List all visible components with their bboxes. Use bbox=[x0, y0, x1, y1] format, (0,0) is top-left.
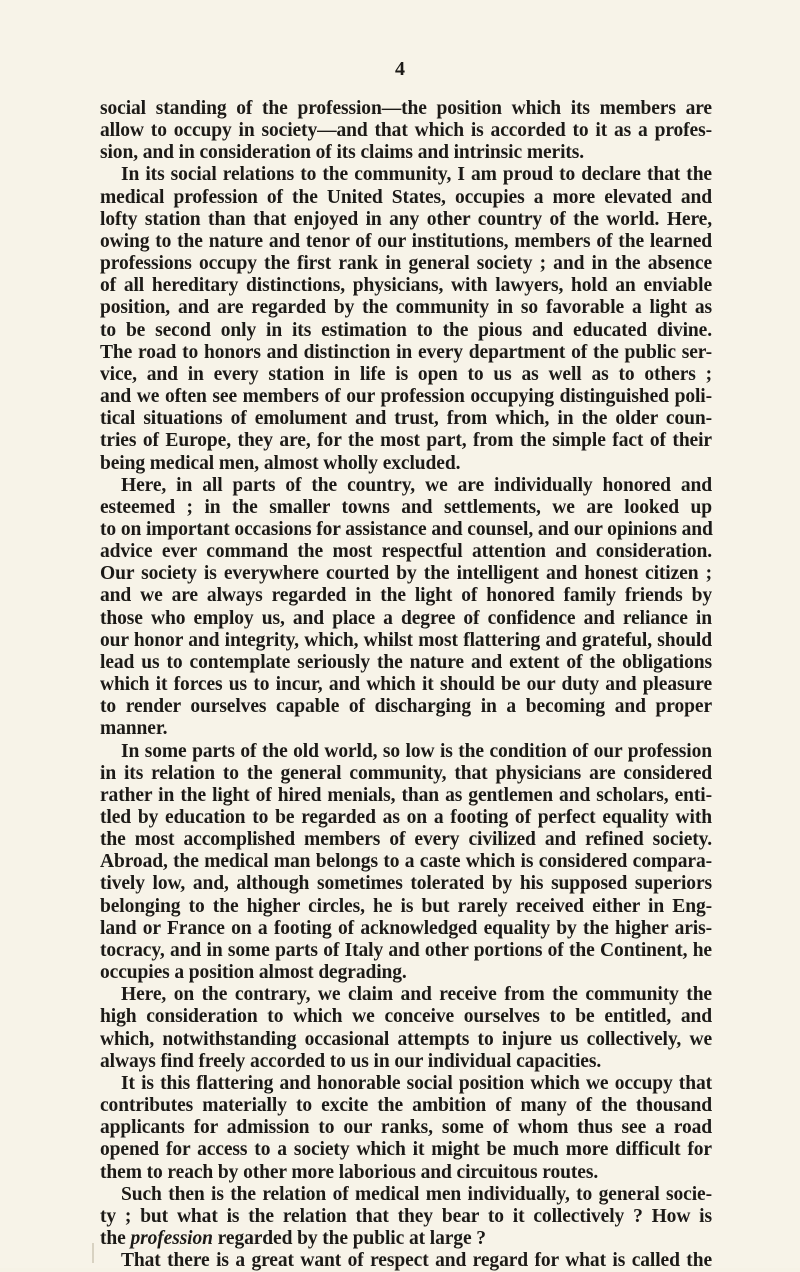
text-line: In its social relations to the community, I am proud to declare that the bbox=[121, 164, 712, 186]
text-line: those who employ us, and place a degree of confidence and reliance in bbox=[100, 607, 712, 629]
body-text bbox=[100, 98, 712, 1272]
text-line: vice, and in every station in life is open to us as well as to others ; bbox=[100, 363, 712, 385]
text-line: tively low, and, although sometimes tolerated by his supposed superiors bbox=[100, 873, 712, 895]
text-line: which it forces us to incur, and which it should be our duty and pleasure bbox=[100, 674, 712, 696]
text-line: applicants for admission to our ranks, some of whom thus see a road bbox=[100, 1117, 712, 1139]
text-line: occupies a position almost degrading. bbox=[100, 962, 407, 984]
text-line: which, notwithstanding occasional attempts to injure us collectively, we bbox=[100, 1028, 712, 1050]
text-line: tled by education to be regarded as on a footing of perfect equality with bbox=[100, 807, 712, 828]
text-line: lead us to contemplate seriously the nature and extent of the obligations bbox=[100, 651, 712, 673]
text-line: tocracy, and in some parts of Italy and other portions of the Continent, he bbox=[100, 939, 712, 961]
text-line: high consideration to which we conceive ourselves to be entitled, and bbox=[100, 1006, 712, 1028]
text-line: belonging to the higher circles, he is but rarely received either in Eng- bbox=[100, 895, 712, 917]
text-line: esteemed ; in the smaller towns and settlements, we are looked up bbox=[100, 496, 712, 518]
text-line: to on important occasions for assistance and counsel, and our opinions and bbox=[100, 518, 713, 540]
text-line: Here, on the contrary, we claim and receive from the community the bbox=[121, 984, 712, 1006]
text-line: opened for access to a society which it might be much more difficult for bbox=[100, 1139, 712, 1161]
text-line: being medical men, almost wholly excluded. bbox=[100, 452, 461, 474]
text-line: Our society is everywhere courted by the intelligent and honest citizen ; bbox=[100, 563, 712, 585]
text-line: tries of Europe, they are, for the most part, from the simple fact of their bbox=[100, 430, 712, 452]
text-line: to be second only in its estimation to the pious and educated divine. bbox=[100, 319, 712, 341]
text-line: of all hereditary distinctions, physicians, with lawyers, hold an enviable bbox=[100, 275, 712, 297]
margin-mark bbox=[92, 1243, 94, 1263]
text-line: the most accomplished members of every civilized and refined society. bbox=[100, 829, 712, 851]
text-line: ty ; but what is the relation that they bear to it collectively ? How is bbox=[100, 1205, 712, 1227]
text-line: manner. bbox=[100, 718, 168, 740]
text-line: rather in the light of hired menials, than as gentlemen and scholars, enti- bbox=[100, 784, 712, 806]
text-line: Such then is the relation of medical men individually, to general socie- bbox=[121, 1183, 712, 1205]
text-line: in its relation to the general community, that physicians are considered bbox=[100, 762, 712, 784]
text-line: lofty station than that enjoyed in any other country of the world. Here, bbox=[100, 208, 712, 230]
text-line: position, and are regarded by the community in so favorable a light as bbox=[100, 297, 712, 319]
text-line: the profession regarded by the public at large ? bbox=[100, 1227, 486, 1249]
text-line: It is this flattering and honorable social position which we occupy that bbox=[121, 1072, 712, 1094]
text-line: The road to honors and distinction in every department of the public ser- bbox=[100, 341, 712, 363]
text-line: our honor and integrity, which, whilst most flattering and grateful, should bbox=[100, 629, 712, 651]
text-line: and we often see members of our profession occupying distinguished poli- bbox=[100, 386, 712, 408]
page-number: 4 bbox=[395, 58, 405, 80]
text-line: That there is a great want of respect and regard for what is called the bbox=[121, 1250, 712, 1272]
text-line: owing to the nature and tenor of our institutions, members of the learned bbox=[100, 230, 712, 252]
text-line: them to reach by other more laborious and circuitous routes. bbox=[100, 1161, 599, 1183]
text-line: social standing of the profession—the position which its members are bbox=[100, 98, 712, 119]
text-line: sion, and in consideration of its claims and intrinsic merits. bbox=[100, 142, 585, 164]
text-line: allow to occupy in society—and that which is accorded to it as a profes- bbox=[100, 120, 712, 142]
text-line: Abroad, the medical man belongs to a caste which is considered compara- bbox=[100, 851, 712, 873]
text-line: land or France on a footing of acknowledged equality by the higher aris- bbox=[100, 917, 712, 939]
text-line: medical profession of the United States, occupies a more elevated and bbox=[100, 186, 712, 208]
text-line: to render ourselves capable of discharging in a becoming and proper bbox=[100, 696, 712, 718]
text-line: In some parts of the old world, so low is the condition of our profession bbox=[121, 740, 712, 762]
text-line: and we are always regarded in the light of honored family friends by bbox=[100, 585, 712, 607]
text-line: professions occupy the first rank in general society ; and in the absence bbox=[100, 253, 712, 275]
text-line: Here, in all parts of the country, we are individually honored and bbox=[121, 474, 712, 496]
text-line: contributes materially to excite the ambition of many of the thousand bbox=[100, 1095, 712, 1117]
text-line: always find freely accorded to us in our individual capacities. bbox=[100, 1050, 602, 1072]
text-line: advice ever command the most respectful attention and consideration. bbox=[100, 541, 712, 563]
text-line: tical situations of emolument and trust, from which, in the older coun- bbox=[100, 408, 712, 430]
